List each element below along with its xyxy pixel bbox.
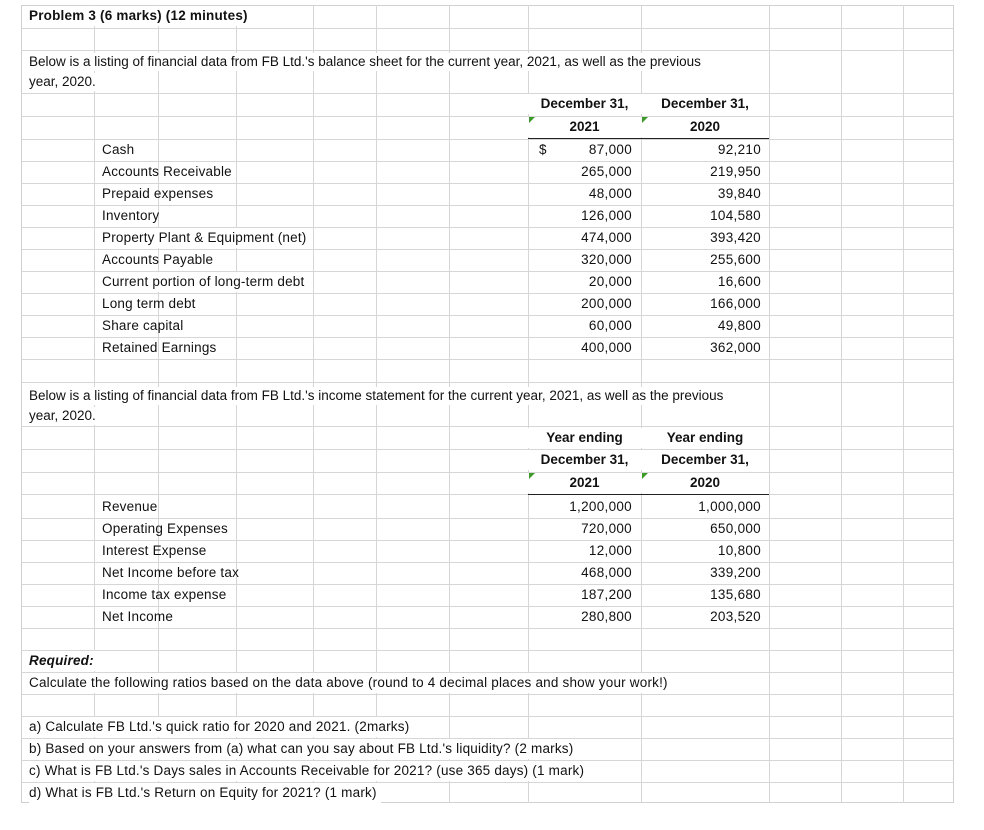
question-a: a) Calculate FB Ltd.'s quick ratio for 2020 and 2021. (2marks) — [29, 717, 413, 737]
bs-value-2021: 265,000 — [581, 164, 632, 179]
gridline — [21, 426, 954, 427]
gridline — [21, 205, 954, 206]
balance-sheet-intro: Below is a listing of financial data from FB Ltd.'s balance sheet for the current year, 2021, as well as the previous — [29, 53, 705, 71]
balance-sheet-intro-cont: year, 2020. — [29, 73, 100, 91]
gridline — [21, 650, 954, 651]
bs-row-label: Long term debt — [102, 296, 196, 311]
is-value-2020: 10,800 — [717, 543, 761, 558]
is-2020-header-line2: December 31, — [641, 450, 769, 470]
bs-value-2021: 20,000 — [588, 274, 632, 289]
currency-symbol: $ — [539, 142, 547, 157]
question-b: b) Based on your answers from (a) what can you say about FB Ltd.'s liquidity? (2 marks) — [29, 739, 577, 759]
gridline — [21, 494, 954, 495]
bs-value-2021: 60,000 — [588, 318, 632, 333]
is-2020-header-line1: Year ending — [641, 428, 769, 448]
is-value-2020: 650,000 — [710, 521, 761, 536]
is-value-2021: 187,200 — [581, 587, 632, 602]
income-statement-intro-cont: year, 2020. — [29, 407, 100, 425]
error-indicator-icon — [529, 473, 535, 479]
error-indicator-icon — [642, 473, 648, 479]
bs-row-label: Prepaid expenses — [102, 186, 214, 201]
is-2021-header-line1: Year ending — [528, 428, 641, 448]
bs-row-label: Inventory — [102, 208, 160, 223]
question-c: c) What is FB Ltd.'s Days sales in Accounts Receivable for 2021? (use 365 days) (1 mark) — [29, 761, 588, 781]
bs-row-label: Current portion of long-term debt — [102, 272, 307, 292]
is-2020-header-line3: 2020 — [641, 473, 769, 493]
gridline — [21, 50, 954, 51]
question-d: d) What is FB Ltd.'s Return on Equity for 2021? (1 mark) — [29, 783, 381, 803]
gridline — [903, 5, 904, 803]
gridline — [21, 116, 954, 117]
gridline — [841, 5, 842, 803]
gridline — [21, 382, 954, 383]
bs-value-2021: 87,000 — [588, 142, 632, 157]
bs-value-2021: 48,000 — [588, 186, 632, 201]
income-statement-intro: Below is a listing of financial data from FB Ltd.'s income statement for the current year, 2021, as well as the previous — [29, 387, 727, 405]
bs-value-2021: 200,000 — [581, 296, 632, 311]
is-value-2021: 1,200,000 — [569, 499, 632, 514]
is-2021-header-line2: December 31, — [528, 450, 641, 470]
bs-2021-header-line2: 2021 — [528, 117, 641, 137]
bs-2020-header-line2: 2020 — [641, 117, 769, 137]
is-value-2021: 280,800 — [581, 609, 632, 624]
header-underline — [528, 494, 769, 495]
gridline — [21, 472, 954, 473]
bs-value-2020: 166,000 — [710, 296, 761, 311]
bs-value-2020: 49,800 — [717, 318, 761, 333]
is-value-2020: 1,000,000 — [698, 499, 761, 514]
bs-value-2021: 400,000 — [581, 340, 632, 355]
is-row-label: Revenue — [102, 499, 158, 514]
is-row-label: Income tax expense — [102, 587, 227, 602]
gridline — [21, 93, 954, 94]
bs-row-label: Retained Earnings — [102, 340, 217, 355]
is-2021-header-line3: 2021 — [528, 473, 641, 493]
problem-title: Problem 3 (6 marks) (12 minutes) — [29, 6, 252, 26]
is-row-label: Net Income — [102, 609, 174, 624]
bs-value-2020: 92,210 — [717, 142, 761, 157]
bs-value-2020: 362,000 — [710, 340, 761, 355]
required-instruction: Calculate the following ratios based on the data above (round to 4 decimal places and show your work!) — [29, 673, 672, 693]
bs-row-label: Accounts Receivable — [102, 164, 232, 179]
bs-value-2020: 219,950 — [710, 164, 761, 179]
is-value-2021: 468,000 — [581, 565, 632, 580]
header-underline — [528, 138, 769, 139]
bs-value-2020: 255,600 — [710, 252, 761, 267]
bs-value-2021: 126,000 — [581, 208, 632, 223]
gridline — [769, 5, 770, 803]
is-value-2020: 339,200 — [710, 565, 761, 580]
gridline — [21, 449, 954, 450]
gridline — [21, 139, 954, 140]
required-heading: Required: — [29, 651, 98, 671]
bs-value-2020: 39,840 — [717, 186, 761, 201]
bs-value-2020: 104,580 — [710, 208, 761, 223]
is-value-2021: 12,000 — [588, 543, 632, 558]
bs-2020-header-line1: December 31, — [641, 94, 769, 114]
bs-value-2021: 474,000 — [581, 230, 632, 245]
bs-row-label: Accounts Payable — [102, 252, 214, 267]
is-row-label: Operating Expenses — [102, 521, 228, 536]
is-row-label: Interest Expense — [102, 543, 207, 558]
gridline — [21, 628, 954, 629]
gridline — [21, 359, 954, 360]
bs-value-2020: 16,600 — [717, 274, 761, 289]
bs-2021-header-line1: December 31, — [528, 94, 641, 114]
bs-value-2021: 320,000 — [581, 252, 632, 267]
gridline — [21, 694, 954, 695]
bs-row-label: Share capital — [102, 318, 184, 333]
is-value-2020: 203,520 — [710, 609, 761, 624]
bs-value-2020: 393,420 — [710, 230, 761, 245]
error-indicator-icon — [642, 117, 648, 123]
bs-row-label: Cash — [102, 142, 135, 157]
is-value-2020: 135,680 — [710, 587, 761, 602]
bs-row-label: Property Plant & Equipment (net) — [102, 228, 310, 248]
is-row-label: Net Income before tax — [102, 565, 240, 580]
gridline — [21, 28, 954, 29]
error-indicator-icon — [529, 117, 535, 123]
is-value-2021: 720,000 — [581, 521, 632, 536]
